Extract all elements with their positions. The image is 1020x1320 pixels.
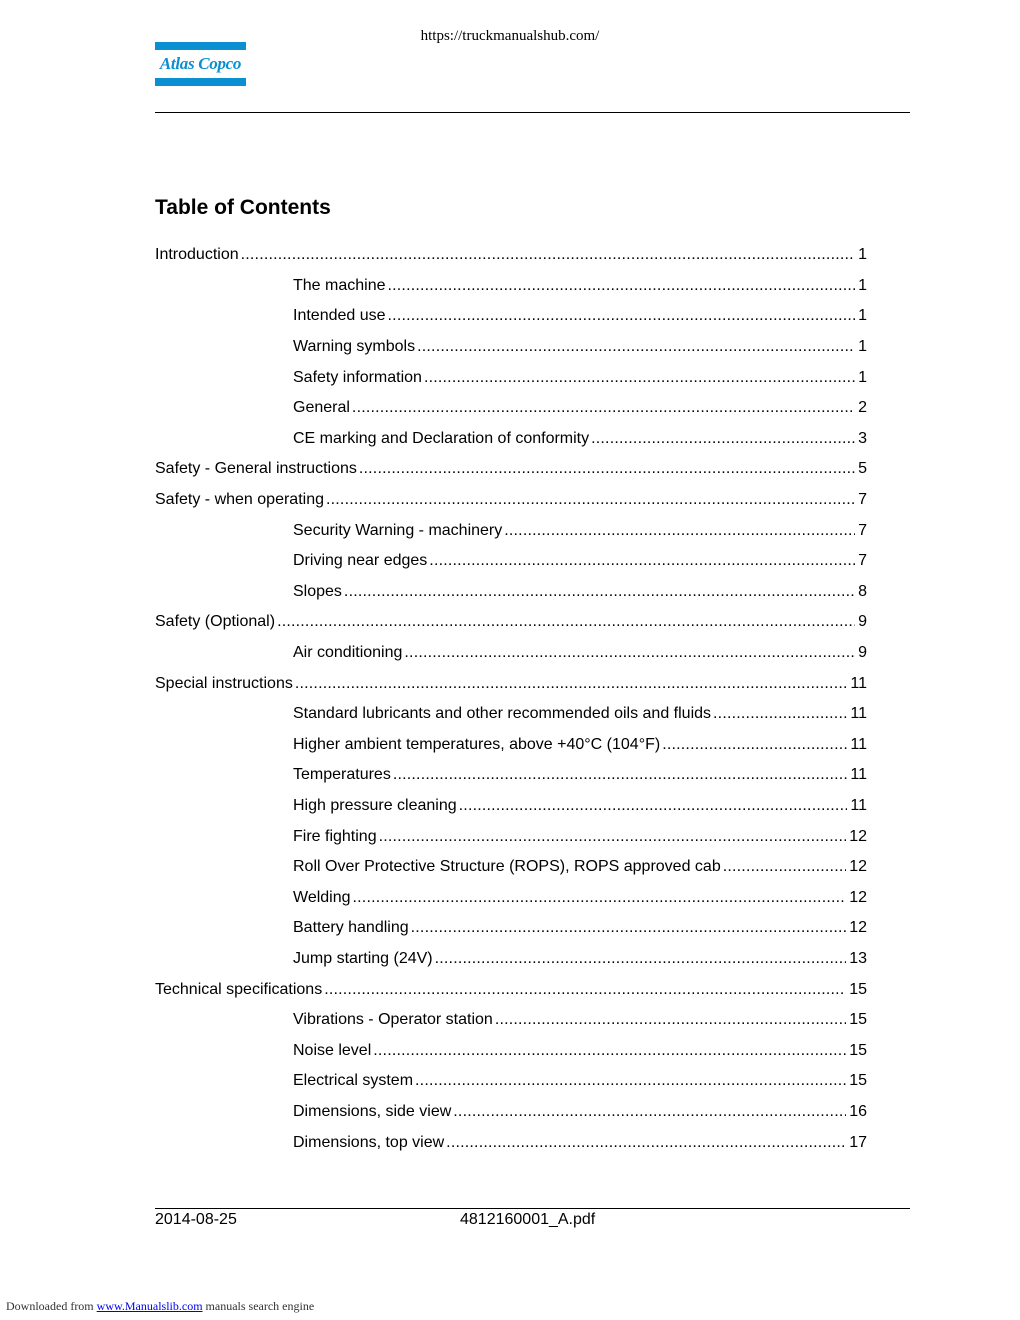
toc-dot-leader [388, 307, 856, 325]
toc-entry[interactable] [155, 1127, 867, 1158]
toc-entry-page: 11 [850, 674, 867, 692]
toc-entry[interactable] [155, 332, 867, 363]
toc-dot-leader [459, 797, 848, 815]
toc-entry-label: Standard lubricants and other recommended oils and fluids [293, 705, 712, 723]
toc-entry[interactable] [155, 1066, 867, 1097]
toc-entry-label: Dimensions, side view [293, 1102, 452, 1120]
toc-dot-leader [495, 1011, 846, 1029]
toc-dot-leader [504, 522, 855, 540]
toc-dot-leader [411, 919, 847, 937]
toc-entry-label: Slopes [293, 582, 342, 600]
toc-entry-page: 1 [858, 338, 867, 356]
toc-entry-page: 2 [858, 399, 867, 417]
toc-entry-label: CE marking and Declaration of conformity [293, 429, 590, 447]
toc-entry-label: Welding [293, 888, 351, 906]
toc-entry-page: 15 [849, 980, 867, 998]
toc-entry-label: Fire fighting [293, 827, 377, 845]
toc-entry-label: Introduction [155, 246, 239, 264]
download-notice-prefix: Downloaded from [6, 1299, 97, 1313]
toc-entry-page: 15 [849, 1072, 867, 1090]
toc-entry-label: Jump starting (24V) [293, 949, 433, 967]
toc-entry-page: 12 [849, 858, 867, 876]
toc-entry-page: 1 [858, 246, 867, 264]
toc-entry[interactable] [155, 882, 867, 913]
header-divider [155, 112, 910, 113]
toc-entry-label: Safety - when operating [155, 491, 324, 509]
toc-dot-leader [415, 1072, 846, 1090]
toc-dot-leader [352, 399, 855, 417]
toc-entry-label: Dimensions, top view [293, 1133, 445, 1151]
toc-dot-leader [379, 828, 847, 846]
toc-entry-label: Security Warning - machinery [293, 521, 503, 539]
toc-entry[interactable] [155, 301, 867, 332]
toc-entry[interactable] [155, 485, 867, 516]
toc-dot-leader [404, 644, 855, 662]
toc-entry-page: 11 [850, 735, 867, 753]
toc-entry[interactable] [155, 424, 867, 455]
logo-bar-top [155, 42, 246, 50]
toc-entry-page: 9 [858, 644, 867, 662]
header-url: https://truckmanualshub.com/ [420, 28, 600, 44]
toc-entry[interactable] [155, 944, 867, 975]
toc-entry-label: Noise level [293, 1041, 372, 1059]
toc-entry-page: 15 [849, 1011, 867, 1029]
toc-dot-leader [373, 1042, 846, 1060]
toc-dot-leader [393, 766, 848, 784]
toc-entry[interactable] [155, 699, 867, 730]
toc-entry-label: High pressure cleaning [293, 796, 457, 814]
download-notice-suffix: manuals search engine [202, 1299, 315, 1313]
toc-entry-label: Driving near edges [293, 552, 428, 570]
toc-dot-leader [295, 675, 848, 693]
toc-entry[interactable] [155, 362, 867, 393]
toc-entry-page: 3 [858, 429, 867, 447]
toc-entry-label: Higher ambient temperatures, above +40°C (104°F) [293, 735, 661, 753]
toc-entry-page: 11 [850, 766, 867, 784]
toc-entry-label: Safety - General instructions [155, 460, 357, 478]
toc-entry-page: 1 [858, 368, 867, 386]
toc-entry-page: 17 [849, 1133, 867, 1151]
toc-entry[interactable] [155, 1035, 867, 1066]
toc-entry-page: 13 [849, 949, 867, 967]
toc-entry-label: Warning symbols [293, 338, 416, 356]
toc-dot-leader [723, 858, 846, 876]
toc-entry-page: 16 [849, 1102, 867, 1120]
toc-entry-page: 8 [858, 582, 867, 600]
toc-entry-page: 5 [858, 460, 867, 478]
toc-entry-page: 12 [849, 888, 867, 906]
toc-entry-label: Intended use [293, 307, 386, 325]
toc-entry-label: General [293, 399, 350, 417]
toc-entry[interactable] [155, 974, 867, 1005]
page-title: Table of Contents [155, 196, 331, 219]
toc-entry[interactable] [155, 607, 867, 638]
toc-entry[interactable] [155, 791, 867, 822]
toc-entry[interactable] [155, 1005, 867, 1036]
toc-entry-label: The machine [293, 276, 386, 294]
atlas-copco-logo [155, 42, 246, 86]
toc-dot-leader [417, 338, 855, 356]
toc-dot-leader [429, 552, 855, 570]
toc-dot-leader [353, 889, 847, 907]
toc-entry[interactable] [155, 577, 867, 608]
toc-entry-label: Air conditioning [293, 644, 403, 662]
toc-entry-label: Safety information [293, 368, 422, 386]
toc-entry-label: Electrical system [293, 1072, 414, 1090]
toc-entry[interactable] [155, 240, 867, 271]
toc-dot-leader [324, 981, 846, 999]
toc-entry-label: Technical specifications [155, 980, 323, 998]
toc-dot-leader [713, 705, 847, 723]
toc-entry-label: Special instructions [155, 674, 293, 692]
manualslib-link[interactable]: www.Manualslib.com [96, 1299, 203, 1313]
toc-dot-leader [453, 1103, 846, 1121]
toc-entry-page: 11 [850, 705, 867, 723]
toc-dot-leader [388, 277, 856, 295]
toc-entry[interactable] [155, 760, 867, 791]
toc-entry-label: Safety (Optional) [155, 613, 276, 631]
toc-dot-leader [277, 613, 855, 631]
toc-dot-leader [326, 491, 855, 509]
toc-entry-page: 9 [858, 613, 867, 631]
toc-entry[interactable] [155, 271, 867, 302]
toc-entry[interactable] [155, 730, 867, 761]
toc-entry-label: Temperatures [293, 766, 391, 784]
toc-entry[interactable] [155, 638, 867, 669]
toc-entry-page: 7 [858, 491, 867, 509]
toc-entry-label: Battery handling [293, 919, 409, 937]
toc-entry-page: 1 [858, 276, 867, 294]
toc-entry-page: 7 [858, 552, 867, 570]
table-of-contents [155, 240, 867, 1158]
toc-dot-leader [359, 460, 855, 478]
download-notice [6, 1299, 314, 1314]
toc-entry-label: Roll Over Protective Structure (ROPS), ROPS approved cab [293, 858, 721, 876]
toc-entry[interactable] [155, 1097, 867, 1128]
toc-entry[interactable] [155, 821, 867, 852]
toc-entry[interactable] [155, 515, 867, 546]
toc-dot-leader [446, 1134, 846, 1152]
toc-entry[interactable] [155, 913, 867, 944]
toc-entry-page: 12 [849, 827, 867, 845]
logo-bar-bottom [155, 78, 246, 86]
toc-entry[interactable] [155, 393, 867, 424]
footer-divider [155, 1208, 910, 1209]
toc-dot-leader [591, 430, 855, 448]
footer-date: 2014-08-25 [155, 1211, 237, 1228]
toc-entry[interactable] [155, 454, 867, 485]
toc-entry-page: 12 [849, 919, 867, 937]
toc-entry-page: 1 [858, 307, 867, 325]
toc-dot-leader [424, 369, 855, 387]
toc-dot-leader [662, 736, 847, 754]
toc-dot-leader [344, 583, 855, 601]
footer-filename: 4812160001_A.pdf [460, 1211, 596, 1228]
toc-entry[interactable] [155, 668, 867, 699]
toc-dot-leader [241, 246, 855, 264]
logo-text: Atlas Copco [159, 54, 242, 73]
toc-entry-page: 11 [850, 796, 867, 814]
toc-entry-label: Vibrations - Operator station [293, 1011, 493, 1029]
toc-entry-page: 15 [849, 1041, 867, 1059]
toc-entry[interactable] [155, 546, 867, 577]
toc-dot-leader [435, 950, 847, 968]
toc-entry-page: 7 [858, 521, 867, 539]
toc-entry[interactable] [155, 852, 867, 883]
